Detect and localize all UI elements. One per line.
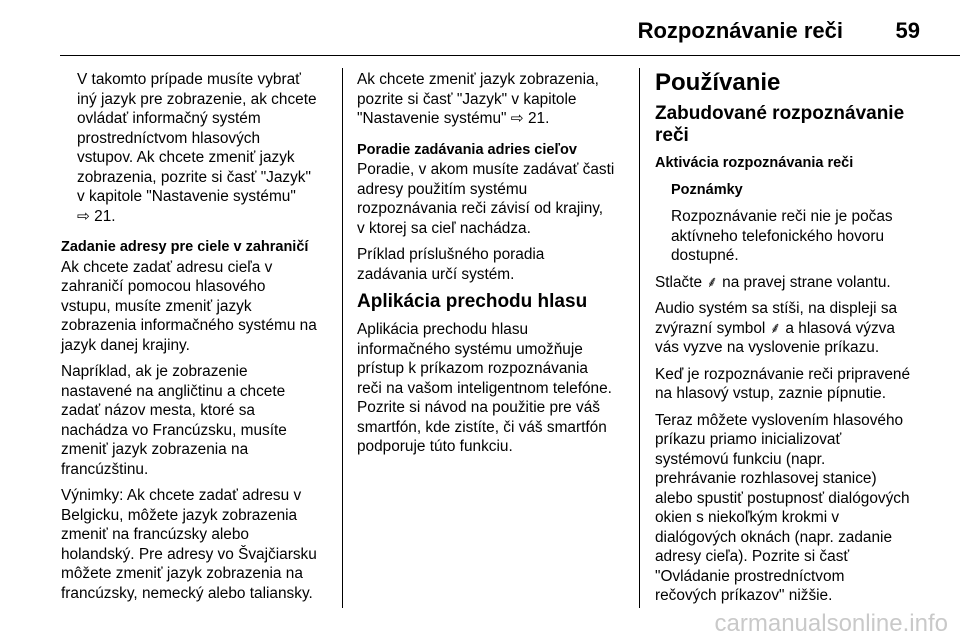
paragraph: V takomto prípade musíte vybrať iný jazyk pre zobrazenie, ak chcete ovládať informačný systém prostredníctvom hlasových vstupov. Ak chcete zmeniť jazyk zobrazenia, pozrite si časť "Jazyk" v kapitole "Nastavenie systému" ⇨ 21.	[77, 71, 317, 225]
note-text: Rozpoznávanie reči nie je počas aktívneho telefonického hovoru dostupné.	[671, 208, 893, 264]
paragraph: Príklad príslušného poradia zadávania určí systém.	[357, 246, 545, 283]
paragraph: Napríklad, ak je zobrazenie nastavené na angličtinu a chcete zadať názov mesta, ktoré sa nachádza vo Francúzsku, musíte zmeniť jazyk zobrazenia na francúzštinu.	[61, 363, 287, 478]
paragraph: Stlačte ⸙ na pravej strane volantu.	[655, 273, 891, 291]
paragraph: Ak chcete zmeniť jazyk zobrazenia, pozrite si časť "Jazyk" v kapitole "Nastavenie systému" ⇨ 21.	[357, 71, 599, 127]
column-divider-1	[342, 68, 343, 608]
header-divider	[60, 55, 960, 56]
page-header	[0, 0, 960, 60]
note-title: Poznámky	[671, 181, 743, 198]
paragraph: Poradie, v akom musíte zadávať časti adresy použitím systému rozpoznávania reči závisí od krajiny, v ktorej sa cieľ nachádza.	[357, 161, 615, 237]
paragraph: Aplikácia prechodu hlasu informačného systému umožňuje prístup k príkazom rozpoznávania reči na vašom inteligentnom telefóne. Pozrite si návod na použitie pre váš smartfón, kde zistíte, či váš smartfón podporuje túto funkciu.	[357, 321, 612, 455]
paragraph: Audio systém sa stíši, na displeji sa zvýrazní symbol ⸙ a hlasová výzva vás vyzve na vyslovenie príkazu.	[655, 300, 898, 356]
watermark: carmanualsonline.info	[714, 610, 948, 637]
column-2	[357, 70, 637, 464]
paragraph: Ak chcete zadať adresu cieľa v zahraničí pomocou hlasového vstupu, musíte zmeniť jazyk zobrazenia informačného systému na jazyk danej krajiny.	[61, 258, 317, 354]
chapter-heading: Používanie	[655, 69, 781, 96]
section-heading: Zabudované rozpoznávanie reči	[655, 103, 905, 146]
subsection-heading: Aktivácia rozpoznávania reči	[655, 155, 854, 171]
section-heading: Poradie zadávania adries cieľov	[357, 141, 577, 158]
column-1	[61, 70, 336, 610]
paragraph: Teraz môžete vyslovením hlasového príkazu priamo inicializovať systémovú funkciu (napr. prehrávanie rozhlasovej stanice) alebo spustiť postupnosť dialógových okien s niekoľkým krokmi v dialógových oknách (napr. zadanie adresy cieľa). Pozrite si časť "Ovládanie prostredníctvom rečových príkazov" nižšie.	[655, 411, 910, 604]
page-number: 59	[895, 18, 920, 43]
column-divider-2	[639, 68, 640, 608]
page-title: Rozpoznávanie reči	[637, 18, 843, 43]
section-heading: Zadanie adresy pre ciele v zahraničí	[61, 239, 309, 255]
paragraph: Výnimky: Ak chcete zadať adresu v Belgicku, môžete jazyk zobrazenia zmeniť na francúzsky alebo holandský. Pre adresy vo Švajčiarsku môžete zmeniť jazyk zobrazenia na francúzsky, nemecký alebo taliansky.	[61, 487, 317, 602]
column-3	[655, 70, 955, 613]
paragraph: Keď je rozpoznávanie reči pripravené na hlasový vstup, zaznie pípnutie.	[655, 365, 910, 402]
section-heading: Aplikácia prechodu hlasu	[357, 291, 588, 312]
note-box	[655, 181, 955, 266]
